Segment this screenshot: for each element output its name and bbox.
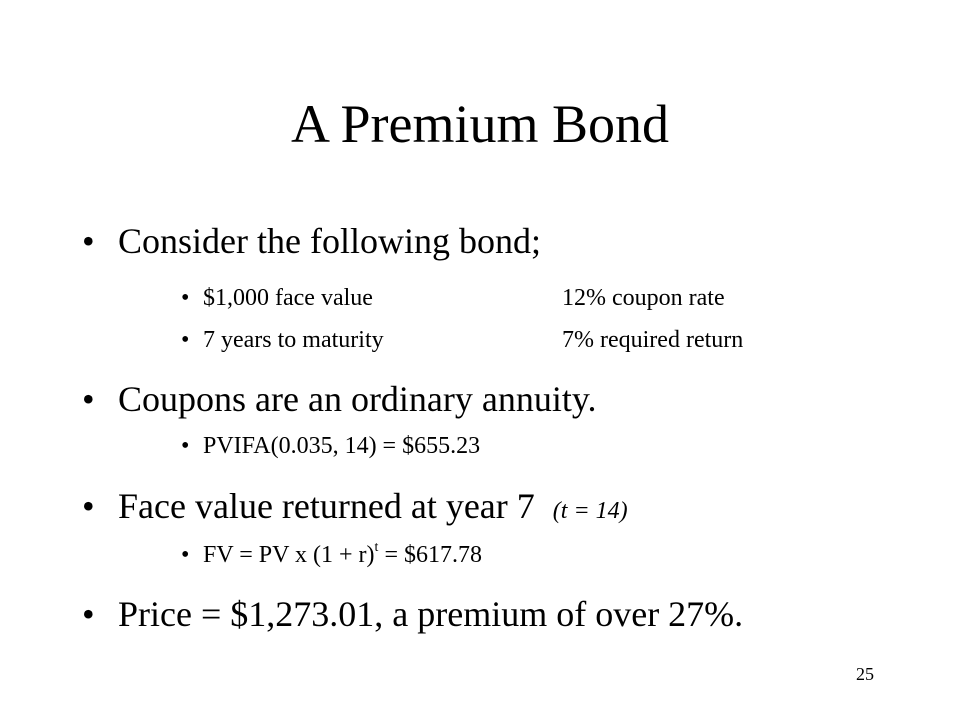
- bullet-consider: [82, 220, 541, 262]
- bullet-marker: •: [82, 594, 95, 634]
- bullet-marker: •: [82, 379, 95, 419]
- sub-bullet-maturity: [181, 326, 384, 354]
- sub-bullet-pvifa: [181, 432, 480, 460]
- bullet-marker: •: [82, 486, 95, 526]
- bullet-text: Coupons are an ordinary annuity.: [118, 379, 597, 419]
- sub-bullet-marker: •: [181, 285, 190, 311]
- fv-formula-post: = $617.78: [378, 542, 482, 568]
- sub-bullet-marker: •: [181, 542, 190, 568]
- sub-bullet-marker: •: [181, 327, 190, 353]
- bullet-marker: •: [82, 221, 95, 261]
- face-value-text: $1,000 face value: [203, 285, 373, 311]
- pvifa-text: PVIFA(0.035, 14) = $655.23: [203, 433, 481, 459]
- bullet-text: Price = $1,273.01, a premium of over 27%.: [118, 594, 744, 634]
- required-return-text: 7% required return: [562, 327, 744, 353]
- slide-title: A Premium Bond: [290, 94, 670, 154]
- bullet-text: Consider the following bond;: [118, 221, 541, 261]
- fv-formula-pre: FV = PV x (1 + r): [203, 542, 375, 568]
- coupon-rate-text: 12% coupon rate: [562, 285, 725, 311]
- bullet-coupons: [82, 378, 597, 420]
- page-number: 25: [856, 664, 874, 684]
- sub-bullet-face-value: [181, 284, 373, 312]
- bullet-price: [82, 593, 743, 635]
- bullet-text: Face value returned at year 7: [118, 486, 535, 526]
- maturity-text: 7 years to maturity: [203, 327, 384, 353]
- bullet-face-value-returned: [82, 485, 628, 532]
- fv-formula-superscript: t: [374, 540, 379, 555]
- sub-bullet-marker: •: [181, 433, 190, 459]
- bullet-note: (t = 14): [552, 498, 628, 524]
- sub-bullet-fv: [181, 541, 482, 569]
